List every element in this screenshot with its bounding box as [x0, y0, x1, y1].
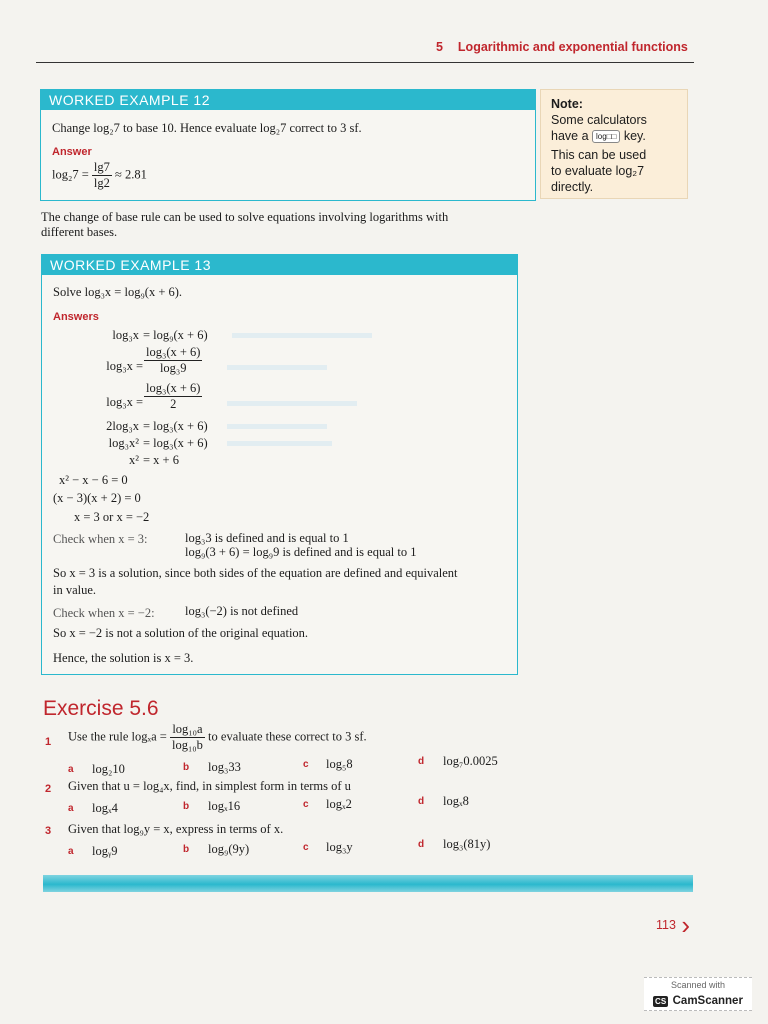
q1-pre: Use the rule logₓa =: [68, 729, 167, 744]
q1-text: [68, 722, 367, 753]
intro-paragraph: [41, 210, 448, 240]
example12-question: Change log₂7 to base 10. Hence evaluate log₂7 correct to 3 sf.: [52, 121, 362, 135]
calculator-key-icon: log□□: [592, 130, 620, 143]
example12-fraction: [92, 160, 112, 191]
example12-den: lg2: [93, 176, 110, 190]
exercise-end-bar: [43, 875, 693, 892]
camscanner-logo-icon: CS: [655, 997, 667, 1006]
note-line3: This can be used: [551, 148, 647, 162]
q1-post: to evaluate these correct to 3 sf.: [208, 729, 367, 744]
note-line1: Some calculators: [551, 113, 647, 127]
step3-den: 2: [170, 397, 177, 411]
step4-rhs: = log₃(x + 6): [143, 419, 208, 433]
q2-number: 2: [45, 783, 52, 795]
q2-part-b-label: b: [183, 801, 190, 812]
step2-hint: [227, 365, 327, 370]
q3-text: Given that log₉y = x, express in terms of x.: [68, 822, 284, 836]
check2-label: Check when x = −2:: [53, 606, 155, 620]
q1-part-b-label: b: [183, 762, 190, 773]
example13-question: Solve log₃x = log₉(x + 6).: [53, 285, 183, 299]
q2-part-b: logₓ16: [208, 799, 241, 813]
q1-fraction-den: log₁₀b: [171, 738, 203, 752]
so1-line-a: So x = 3 is a solution, since both sides of the equation are defined and equivalent: [53, 566, 458, 580]
step2-num: log₃(x + 6): [146, 345, 201, 359]
q3-part-d: log₃(81y): [443, 837, 491, 851]
q2-part-c-label: c: [303, 799, 309, 810]
watermark-brand: CamScanner: [672, 995, 743, 1007]
note-box: [540, 89, 688, 199]
so2-line: So x = −2 is not a solution of the original equation.: [53, 626, 309, 640]
q3-part-a: logᵧ9: [92, 844, 118, 858]
chapter-number: 5: [436, 40, 443, 54]
watermark-line1: Scanned with: [670, 980, 726, 990]
note-line2: [551, 128, 687, 144]
step2-fraction: [144, 345, 202, 376]
worked-example-12: [40, 89, 536, 201]
step8: (x − 3)(x + 2) = 0: [53, 491, 141, 505]
q1-fraction: [170, 722, 205, 753]
worked-example-13: [41, 254, 518, 675]
worked-example-13-heading: WORKED EXAMPLE 13: [42, 255, 517, 275]
q2-part-d-label: d: [418, 796, 425, 807]
note-line2-pre: have a: [551, 129, 589, 143]
check2-line-a: log₃(−2) is not defined: [185, 604, 299, 618]
step6-rhs: = x + 6: [143, 453, 179, 467]
q2-part-d: logₓ8: [443, 794, 469, 808]
note-line5: directly.: [551, 180, 594, 194]
q3-number: 3: [45, 825, 52, 837]
step7: x² − x − 6 = 0: [59, 473, 128, 487]
example13-answer-label: Answers: [53, 311, 99, 323]
check1-line-b: log₉(3 + 6) = log₉9 is defined and is equal to 1: [185, 545, 417, 559]
step9: x = 3 or x = −2: [74, 510, 150, 524]
check1-label: Check when x = 3:: [53, 532, 148, 546]
header-rule: [36, 62, 694, 63]
q1-part-d: log₇0.0025: [443, 754, 498, 768]
scanner-watermark: [644, 977, 752, 1011]
example12-lhs: log₂7 =: [52, 167, 89, 182]
worked-example-12-heading: WORKED EXAMPLE 12: [41, 90, 535, 110]
q1-part-b: log₃33: [208, 760, 241, 774]
example12-answer-label: Answer: [52, 146, 92, 158]
so1-line-b: in value.: [53, 583, 97, 597]
note-line4: to evaluate log₂7: [551, 164, 645, 178]
q3-part-c: log₃y: [326, 840, 353, 854]
intro-line1: The change of base rule can be used to solve equations involving logarithms with: [41, 210, 449, 224]
step1-rhs: = log₉(x + 6): [143, 328, 208, 342]
exercise-title: Exercise 5.6: [43, 697, 159, 720]
q2-text: Given that u = log₄x, find, in simplest form in terms of u: [68, 779, 351, 793]
check1-line-a: log₃3 is defined and is equal to 1: [185, 531, 349, 545]
q2-part-c: logₓ2: [326, 797, 352, 811]
step2-den: log₃9: [159, 361, 187, 375]
q1-part-a-label: a: [68, 764, 74, 775]
intro-line2: different bases.: [41, 225, 118, 239]
step3-lhs: log₃x =: [106, 395, 143, 409]
q1-part-c-label: c: [303, 759, 309, 770]
q2-part-a: logₓ4: [92, 801, 118, 815]
q1-fraction-num: log₁₀a: [170, 722, 205, 738]
step4-hint: [227, 424, 327, 429]
step4-lhs: 2log₃x: [106, 419, 139, 433]
page-number-text: 113: [656, 918, 676, 932]
note-title: Note:: [551, 97, 583, 111]
step1-hint: [232, 333, 372, 338]
q3-part-b-label: b: [183, 844, 190, 855]
chapter-title: Logarithmic and exponential functions: [457, 40, 688, 54]
example12-working: [52, 160, 147, 191]
q1-part-a: log₂10: [92, 762, 125, 776]
step3-num: log₃(x + 6): [146, 381, 201, 395]
q1-number: 1: [45, 736, 52, 748]
q1-part-c: log₅8: [326, 757, 353, 771]
step3-fraction: [144, 381, 202, 412]
chapter-header: [436, 40, 688, 54]
step3-hint: [227, 401, 357, 406]
note-line2-post: key.: [623, 129, 646, 143]
q3-part-d-label: d: [418, 839, 425, 850]
q3-part-b: log₉(9y): [208, 842, 250, 856]
step1-lhs: log₃x: [112, 328, 139, 342]
q3-part-c-label: c: [303, 842, 309, 853]
step5-rhs: = log₃(x + 6): [143, 436, 208, 450]
step2-lhs: log₃x =: [106, 359, 143, 373]
chevron-right-icon: ›: [681, 910, 691, 940]
step5-lhs: log₃x²: [108, 436, 139, 450]
example12-num: lg7: [93, 160, 110, 174]
step5-hint: [227, 441, 332, 446]
q3-part-a-label: a: [68, 846, 74, 857]
q1-part-d-label: d: [418, 756, 425, 767]
example12-result: ≈ 2.81: [115, 167, 147, 182]
q2-part-a-label: a: [68, 803, 74, 814]
page-number: [656, 910, 690, 941]
step6-lhs: x²: [129, 453, 139, 467]
hence-line: Hence, the solution is x = 3.: [53, 651, 194, 665]
